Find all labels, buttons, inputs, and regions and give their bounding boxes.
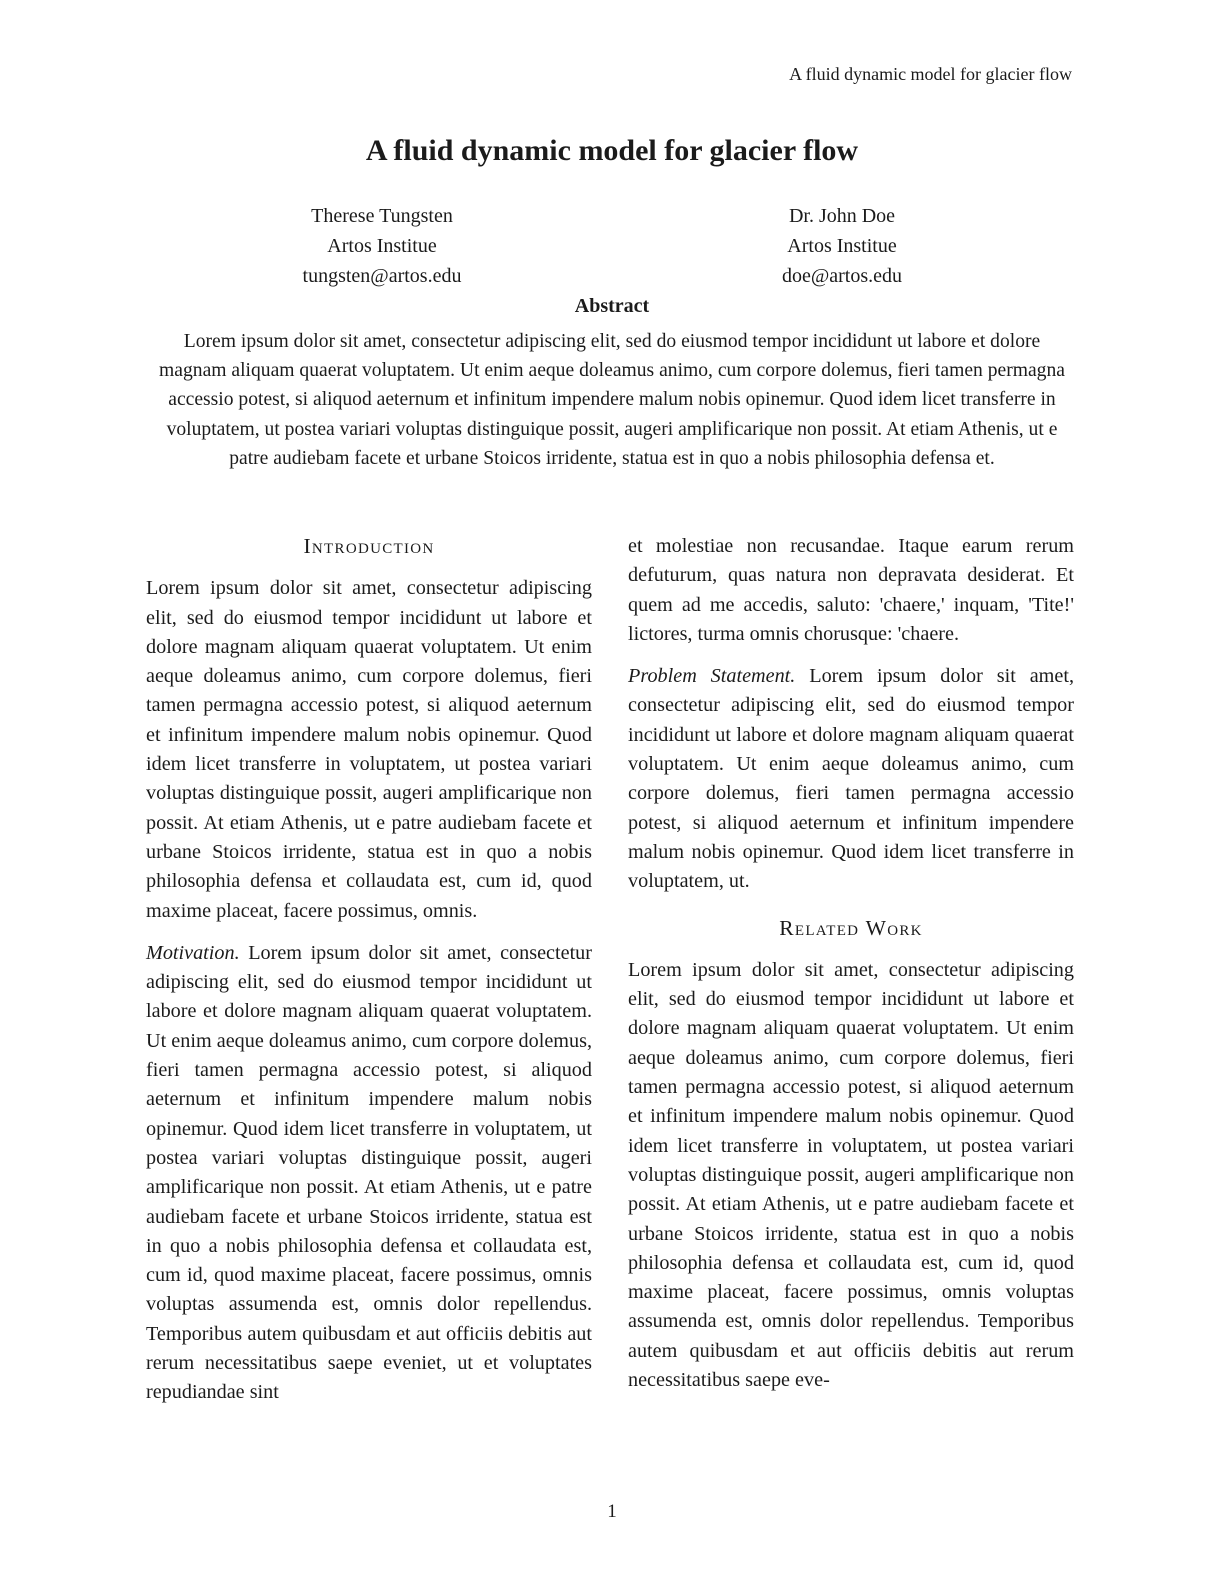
author-1	[152, 201, 612, 291]
motivation-text: Lorem ipsum dolor sit amet, consectetur adipiscing elit, sed do eiusmod tempor incididunt ut labore et dolore magnam aliquam quaerat voluptatem. Ut enim aeque doleamus animo, cum corpore dolemus, fieri tamen permagna accessio potest, si aliquod aeternum et infinitum impendere malum nobis opinemur. Quod idem licet transferre in voluptatem, ut postea variari voluptas distinguique possit, augeri amplificarique non possit. At etiam Athenis, ut e patre audiebam facete et urbane Stoicos irridente, statua est in quo a nobis philosophia defensa et collaudata est, cum id, quod maxime placeat, facere possimus, omnis voluptas assumenda est, omnis dolor repellendus. Temporibus autem quibusdam et aut officiis debitis aut rerum necessitatibus saepe eveniet, ut et voluptates repudiandae sint	[146, 941, 592, 1404]
author-block	[152, 201, 1072, 291]
author-affiliation: Artos Institue	[327, 235, 437, 257]
related-work-paragraph: Lorem ipsum dolor sit amet, consectetur adipiscing elit, sed do eiusmod tempor incididunt ut labore et dolore magnam aliquam quaerat voluptatem. Ut enim aeque doleamus animo, cum corpore dolemus, fieri tamen permagna accessio potest, si aliquod aeternum et infinitum impendere malum nobis opinemur. Quod idem licet transferre in voluptatem, ut postea variari voluptas distinguique possit, augeri amplificarique non possit. At etiam Athenis, ut e patre audiebam facete et urbane Stoicos irridente, statua est in quo a nobis philosophia defensa et collaudata est, cum id, quod maxime placeat, facere possimus, omnis voluptas assumenda est, omnis dolor repellendus. Temporibus autem quibusdam et aut officiis debitis aut rerum necessitatibus saepe eve-	[628, 958, 1074, 1392]
paper-title: A fluid dynamic model for glacier flow	[365, 134, 859, 167]
author-email: doe@artos.edu	[781, 265, 903, 287]
author-name: Dr. John Doe	[788, 205, 896, 227]
author-name: Therese Tungsten	[311, 205, 453, 227]
introduction-paragraph: Lorem ipsum dolor sit amet, consectetur adipiscing elit, sed do eiusmod tempor incididunt ut labore et dolore magnam aliquam quaerat voluptatem. Ut enim aeque doleamus animo, cum corpore dolemus, fieri tamen permagna accessio potest, si aliquod aeternum et infinitum impendere malum nobis opinemur. Quod idem licet transferre in voluptatem, ut postea variari voluptas distinguique possit, augeri amplificarique non possit. At etiam Athenis, ut e patre audiebam facete et urbane Stoicos irridente, statua est in quo a nobis philosophia defensa et collaudata est, cum id, quod maxime placeat, facere possimus, omnis.	[146, 577, 592, 922]
two-column-body	[146, 532, 1074, 1408]
section-heading-introduction: Introduction	[303, 534, 435, 558]
author-email: tungsten@artos.edu	[302, 265, 462, 287]
problem-statement-paragraph	[628, 662, 1074, 896]
problem-statement-text: Lorem ipsum dolor sit amet, consectetur adipiscing elit, sed do eiusmod tempor incididunt ut labore et dolore magnam aliquam quaerat voluptatem. Ut enim aeque doleamus animo, cum corpore dolemus, fieri tamen permagna accessio potest, si aliquod aeternum et infinitum impendere malum nobis opinemur. Quod idem licet transferre in voluptatem, ut.	[628, 665, 1074, 893]
abstract-text: Lorem ipsum dolor sit amet, consectetur adipiscing elit, sed do eiusmod tempor incididunt ut labore et dolore magnam aliquam quaerat voluptatem. Ut enim aeque doleamus animo, cum corpore dolemus, fieri tamen permagna accessio potest, si aliquod aeternum et infinitum impendere malum nobis opinemur. Quod idem licet transferre in voluptatem, ut postea variari voluptas distinguique possit, augeri amplificarique non possit. At etiam Athenis, ut e patre audiebam facete et urbane Stoicos irridente, statua est in quo a nobis philosophia defensa et.	[159, 331, 1065, 469]
column-right	[628, 532, 1074, 1408]
running-header: A fluid dynamic model for glacier flow	[789, 64, 1072, 84]
motivation-paragraph-continued: et molestiae non recusandae. Itaque earum rerum defuturum, quas natura non depravata desiderat. Et quem ad me accedis, saluto: 'chaere,' inquam, 'Tite!' lictores, turma omnis chorusque: 'chaere.	[628, 535, 1074, 645]
section-heading-related-work: Related Work	[779, 915, 923, 940]
motivation-run-in-label: Motivation.	[146, 941, 240, 964]
problem-statement-run-in-label: Problem Statement.	[628, 665, 796, 688]
author-affiliation: Artos Institue	[787, 235, 897, 257]
abstract-heading: Abstract	[574, 295, 650, 317]
author-2	[612, 201, 1072, 291]
page-number: 1	[607, 1501, 617, 1522]
motivation-paragraph	[146, 939, 592, 1408]
column-left	[146, 532, 592, 1408]
